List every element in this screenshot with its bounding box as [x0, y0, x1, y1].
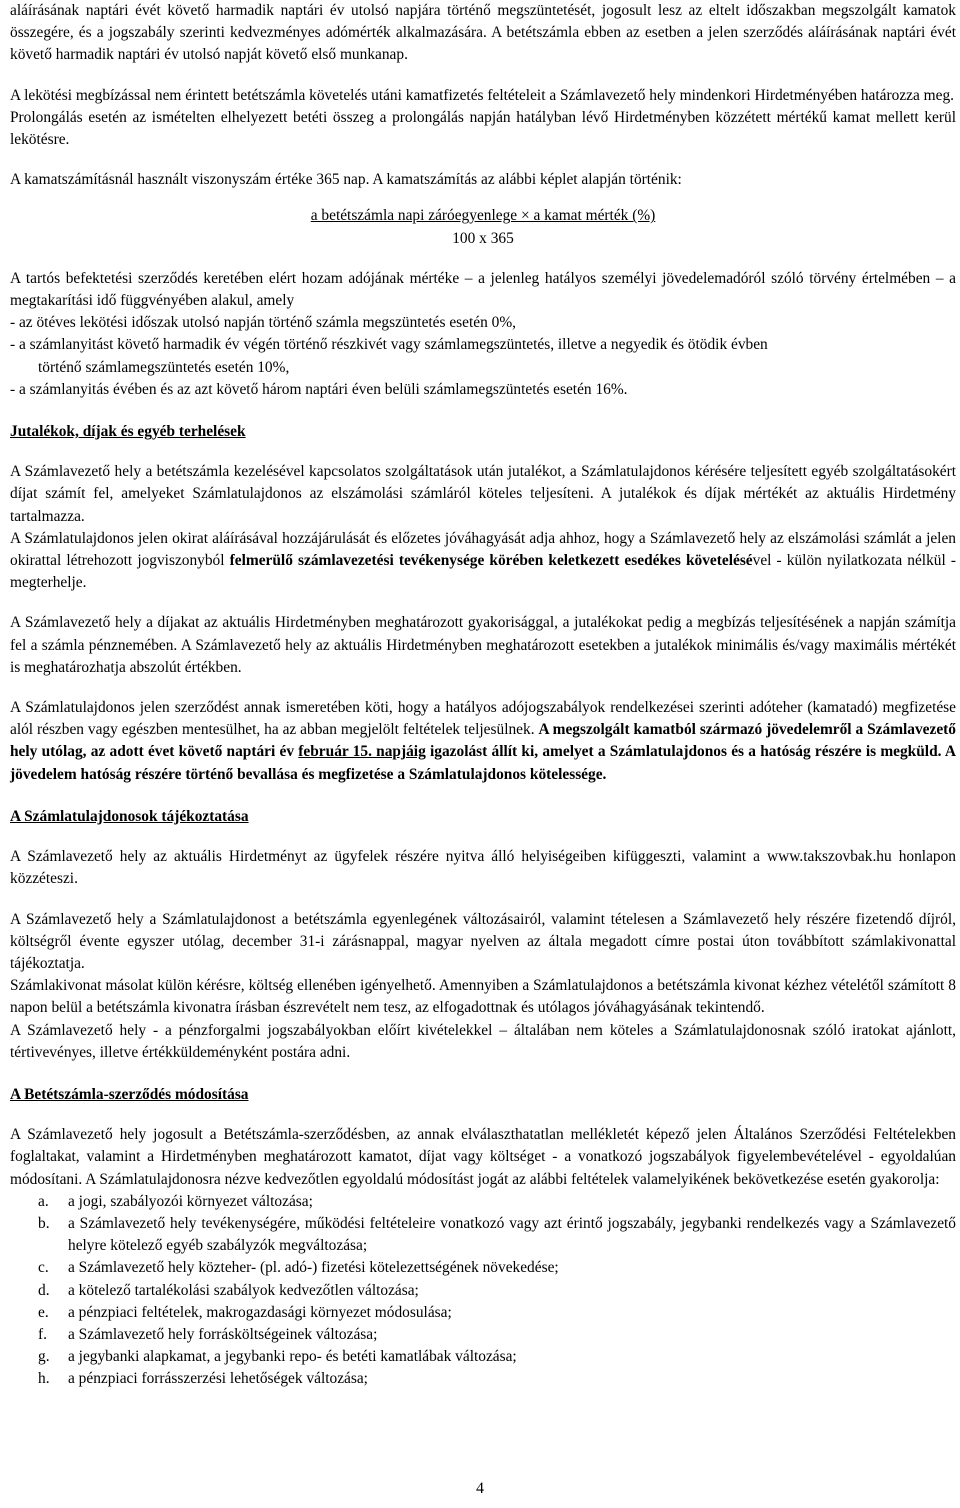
list-item: g. a jegybanki alapkamat, a jegybanki repo- és betéti kamatlábak változása; [38, 1348, 517, 1366]
list-item: c. a Számlavezető hely közteher- (pl. adó-) fizetési kötelezettségének növekedése; [38, 1259, 559, 1277]
paragraph-8: A Számlavezető hely a díjakat az aktuális Hirdetményben meghatározott gyakorisággal, a jutalékokat pedig a megbízás teljesítésének a napján számítja fel a számla pénznemében. A Számlavezető hely az aktuális Hirdetményben meghatározott esetekben a jutalékok minimális és/vagy maximális mértékét is meghatározhatja abszolút értékben. [10, 614, 956, 676]
tax-rate-list [10, 312, 956, 401]
paragraph-14: A Számlavezető hely jogosult a Betétszámla-szerződésben, az annak elválaszthatatlan mellékletét képező jelen Általános Szerződési Feltételekben foglaltakat, valamint a Hirdetményben meghatározott kamatot, díjat vagy költséget - a vonatkozó jogszabályok figyelembevételével - egyoldalúan módosítani. A Számlatulajdonosra nézve kedvezőtlen egyoldalú módosítást jogát az alábbi feltételek valamelyikének bekövetkezése esetén gyakorolja: [10, 1126, 956, 1188]
formula-denominator: 100 x 365 [452, 229, 514, 247]
list-item: d. a kötelező tartalékolási szabályok kedvezőtlen változása; [38, 1281, 419, 1299]
paragraph-13: A Számlavezető hely - a pénzforgalmi jogszabályokban előírt kivételekkel – általában nem köteles a Számlatulajdonosnak szóló iratokat ajánlott, tértivevényes, illetve értékküldeményként postára adni. [10, 1021, 956, 1061]
list-item: f. a Számlavezető hely forrásköltségeinek változása; [38, 1325, 378, 1343]
list-item: a. a jogi, szabályozói környezet változása; [38, 1192, 313, 1210]
paragraph-9: A Számlatulajdonos jelen szerződést annak ismeretében köti, hogy a hatályos adójogszabályok rendelkezései szerinti adóteher (kamatadó) megfizetése alól részben vagy egészben mentesülhet, ha az abban megjelölt feltételek teljesülnek. A megszolgált kamatból származó jövedelemről a Számlavezető hely utólag, az adott évet követő naptári év február 15. napjáig igazolást állít ki, amelyet a Számlatulajdonos és a hatóság részére is megküld. A jövedelem hatóság részére történő bevallása és megfizetése a Számlatulajdonos kötelessége. [10, 699, 956, 783]
section-heading-fees: Jutalékok, díjak és egyéb terhelések [10, 423, 246, 441]
paragraph-5: A tartós befektetési szerződés keretében elért hozam adójának mértéke – a jelenleg hatályos személyi jövedelemadóról szóló törvény értelmében – a megtakarítási idő függvényében alakul, amely [10, 269, 956, 310]
formula-numerator: a betétszámla napi záróegyenlege × a kamat mérték (%) [310, 207, 656, 225]
paragraph-7: A Számlatulajdonos jelen okirat aláírásával hozzájárulását és előzetes jóváhagyását adja ahhoz, hogy a Számlavezető hely az elszámolási számlát a jelen okirattal létrehozott jogviszonyból felmerülő számlavezetési tevékenysége körében keletkezett esedékes követelésével - külön nyilatkozata nélkül - megterhelje. [10, 529, 956, 592]
interest-formula [10, 205, 956, 249]
conditions-list [10, 1191, 956, 1391]
paragraph-2: A lekötési megbízással nem érintett betétszámla követelés utáni kamatfizetés feltételeit a Számlavezető hely mindenkori Hirdetményében határozza meg. [10, 86, 955, 104]
list-item: h. a pénzpiaci forrásszerzési lehetőségek változása; [38, 1370, 368, 1388]
paragraph-12: Számlakivonat másolat külön kérésre, költség ellenében igényelhető. Amennyiben a Számlatulajdonos a betétszámla kivonat kézhez vételétől számított 8 napon belül a betétszámla kivonatra írásban észrevételt nem tesz, az elfogadottnak és utólagos jóváhagyásának tekintendő. [10, 977, 956, 1017]
paragraph-11: A Számlavezető hely a Számlatulajdonost a betétszámla egyenlegének változásairól, valamint tételesen a Számlavezető hely részére fizetendő díjról, költségről évente egyszer utólag, december 31-i zárásnappal, magyar nyelven az általa megadott címre postai úton továbbított számlakivonattal tájékoztatja. [10, 910, 956, 972]
list-item: - a számlanyitást követő harmadik év végén történő részkivét vagy számlamegszüntetés, illetve a negyedik és ötödik évben [10, 336, 768, 354]
list-item: e. a pénzpiaci feltételek, makrogazdasági környezet módosulása; [38, 1303, 452, 1321]
page-number: 4 [476, 1480, 484, 1497]
list-item: - a számlanyitás évében és az azt követő három naptári éven belüli számlamegszüntetés esetén 16%. [10, 380, 628, 398]
paragraph-6: A Számlavezető hely a betétszámla kezelésével kapcsolatos szolgáltatások után jutalékot, a Számlatulajdonos kérésére teljesített egyéb szolgáltatásokért díjat számít fel, amelyeket Számlatulajdonos az elszámolási számláról köteles teljesíteni. A jutalékok és díjak mértékét az aktuális Hirdetmény tartalmazza. [10, 463, 956, 525]
list-item: b. a Számlavezető hely tevékenységére, működési feltételeire vonatkozó vagy azt érintő jogszabály, jegybanki rendelkezés vagy a Számlavezető helyre kötelező egyéb szabályzók megváltozása; [38, 1214, 956, 1255]
section-heading-modification: A Betétszámla-szerződés módosítása [10, 1085, 249, 1103]
section-heading-information: A Számlatulajdonosok tájékoztatása [10, 807, 249, 825]
paragraph-4: A kamatszámításnál használt viszonyszám értéke 365 nap. A kamatszámítás az alábbi képlet alapján történik: [10, 171, 682, 189]
paragraph-1: aláírásának naptári évét követő harmadik naptári év utolsó napjára történő megszüntetését, jogosult lesz az eltelt időszakban megszolgált kamatok összegére, és a jogszabály szerinti kedvezményes adómérték alkalmazására. A betétszámla ebben az esetben a jelen szerződés aláírásának naptári évét követő harmadik naptári év utolsó napját követő első munkanap. [10, 2, 956, 64]
list-item: történő számlamegszüntetés esetén 10%, [38, 358, 290, 376]
document-page [10, 0, 956, 1391]
paragraph-10: A Számlavezető hely az aktuális Hirdetményt az ügyfelek részére nyitva álló helyiségeiben kifüggeszti, valamint a www.takszovbak.hu honlapon közzéteszi. [10, 848, 956, 888]
paragraph-3: Prolongálás esetén az ismételten elhelyezett betéti összeg a prolongálás napján hatályban lévő Hirdetményben közzétett mértékű kamat mellett kerül lekötésre. [10, 108, 956, 149]
list-item: - az ötéves lekötési időszak utolsó napján történő számla megszüntetés esetén 0%, [10, 314, 517, 332]
